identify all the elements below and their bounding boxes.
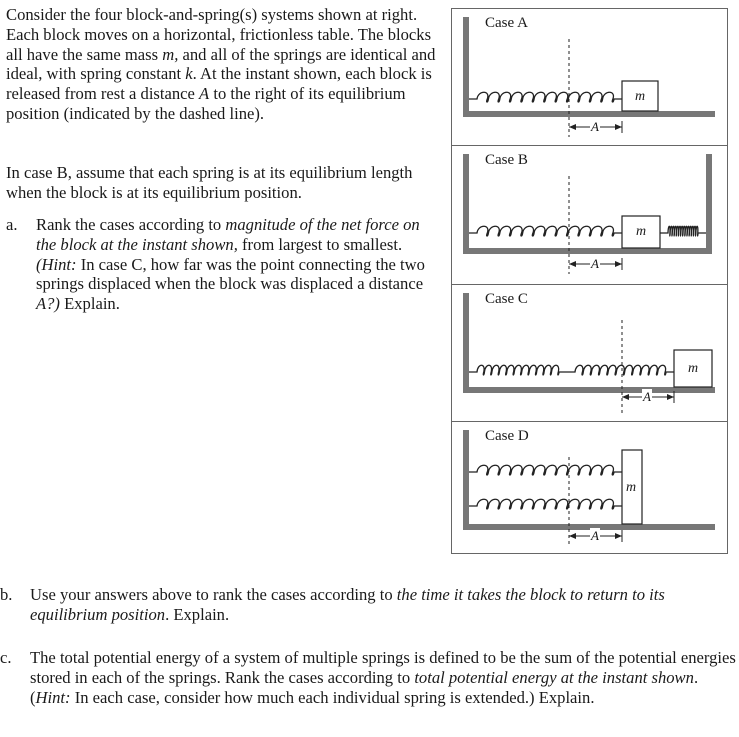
case-a-label: Case A xyxy=(485,15,528,31)
qc-emph-2: Hint: xyxy=(35,687,71,707)
intro-paragraph xyxy=(6,5,438,124)
question-a xyxy=(6,215,438,314)
case-b-label: Case B xyxy=(485,152,528,168)
case-c-displacement: A xyxy=(643,389,651,404)
qc-text-3: In each case, consider how much each individual spring is extended.) Explain. xyxy=(70,687,595,707)
case-b-note: In case B, assume that each spring is at its equilibrium length when the block is at its equilibrium position. xyxy=(6,163,413,202)
case-c-label: Case C xyxy=(485,291,528,307)
case-d-label: Case D xyxy=(485,428,529,444)
question-c-text xyxy=(30,648,739,707)
qc-text-2: . ( xyxy=(30,667,699,707)
case-d-mass: m xyxy=(626,480,637,495)
qc-emph-1: total potential energy at the instant shown xyxy=(414,667,694,687)
qb-text-1: Use your answers above to rank the cases according to xyxy=(30,585,397,604)
qa-text-4: Explain. xyxy=(59,294,120,314)
question-b xyxy=(0,585,739,625)
intro-text-1: Consider the four block-and-spring(s) systems shown at right. Each block moves on a horizontal, frictionless table. The blocks all have the same mass xyxy=(6,5,432,64)
qa-text-2: from largest to smallest. xyxy=(237,234,403,254)
question-b-label: b. xyxy=(0,585,13,604)
question-c-label: c. xyxy=(0,648,12,667)
question-b-text xyxy=(30,585,739,625)
mass-symbol: m, xyxy=(162,44,179,64)
qa-text-1: Rank the cases according to xyxy=(36,215,226,234)
qb-text-2: . Explain. xyxy=(165,604,230,624)
case-a-mass: m xyxy=(635,89,646,104)
a-symbol: A xyxy=(199,84,210,104)
case-c-mass: m xyxy=(688,361,699,376)
case-b-mass: m xyxy=(636,224,647,239)
question-a-label: a. xyxy=(6,215,18,234)
case-d-displacement: A xyxy=(591,528,599,543)
case-d-panel xyxy=(451,421,728,554)
intro-text-3: . At the instant shown, each block is released from rest a distance xyxy=(6,64,432,104)
case-c-panel xyxy=(451,284,728,424)
qa-emph-1: magnitude of the net force on the block at the instant shown, xyxy=(36,215,420,254)
case-b-displacement: A xyxy=(591,256,599,271)
case-b-panel xyxy=(451,145,728,285)
qb-emph-1: the time it takes the block to return to its equilibrium position xyxy=(30,585,665,624)
qa-emph-3: A?) xyxy=(36,294,60,314)
qa-emph-2: (Hint: xyxy=(36,254,77,274)
question-c xyxy=(0,648,739,707)
question-a-text xyxy=(36,215,438,314)
qc-text-1: The total potential energy of a system of multiple springs is defined to be the sum of the potential energies stored in each of the springs. Rank the cases according to xyxy=(30,648,736,687)
k-symbol: k xyxy=(185,64,193,84)
case-a-panel xyxy=(451,8,728,148)
qa-text-3: In case C, how far was the point connecting the two springs displaced when the block was displaced a distance xyxy=(36,254,425,294)
intro-text-2: and all of the springs are identical and ideal, with spring constant xyxy=(6,44,436,84)
intro-text-4: to the right of its equilibrium position (indicated by the dashed line). xyxy=(6,84,406,123)
case-a-displacement: A xyxy=(591,119,599,134)
